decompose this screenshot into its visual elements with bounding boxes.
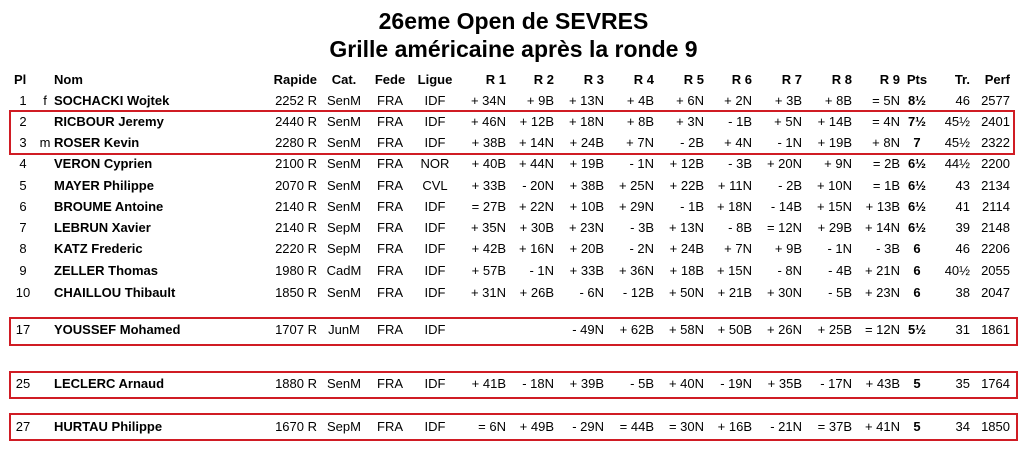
cell-r9: + 8N [872,135,900,150]
cell-r7: + 35B [767,376,802,391]
cell-r9: - 3B [876,241,900,256]
cell-r6: - 1B [728,114,752,129]
page-subtitle: Grille américaine après la ronde 9 [329,36,698,62]
cell-pl: 4 [19,156,27,171]
cell-r9: + 13B [865,199,900,214]
cell-nom: LEBRUN Xavier [54,220,151,235]
cell-rapide: 2280 R [275,135,317,150]
cell-r6: - 19N [720,376,752,391]
table-row [0,217,1027,238]
cell-r5: - 2B [680,135,704,150]
cell-r1: + 33B [471,178,506,193]
cell-perf: 2148 [981,220,1010,235]
cell-r8: + 15N [816,199,852,214]
cell-r3: + 10B [569,199,604,214]
cell-nom: KATZ Frederic [54,241,143,256]
cell-r1: + 31N [470,285,506,300]
cell-r7: + 30N [766,285,802,300]
cell-nom: CHAILLOU Thibault [54,285,176,300]
cell-r2: + 26B [519,285,554,300]
header-r1: R 1 [485,72,506,87]
cell-r9: = 1B [872,178,900,193]
cell-pts: 6 [913,263,921,278]
cell-r8: - 4B [828,263,852,278]
cell-ligue: IDF [424,220,446,235]
cell-r3: + 13N [568,93,604,108]
cell-ligue: IDF [424,135,446,150]
cell-r4: + 8B [626,114,654,129]
cell-ligue: IDF [424,199,446,214]
cell-fede: FRA [377,178,403,193]
cell-cat: SepM [327,419,361,434]
cell-r8: + 19B [817,135,852,150]
cell-rapide: 1707 R [275,322,317,337]
cell-r8: + 29B [817,220,852,235]
cell-r7: + 20N [766,156,802,171]
cell-r3: - 6N [579,285,604,300]
cell-r7: + 5N [774,114,802,129]
cell-cat: SenM [327,93,361,108]
header-ligue: Ligue [417,72,453,87]
cell-pts: 6 [913,285,921,300]
cell-r6: + 50B [717,322,752,337]
cell-pts: 5 [913,376,921,391]
cell-r1: + 35N [470,220,506,235]
cell-rapide: 1670 R [275,419,317,434]
table-row [0,282,1027,303]
cell-r7: + 9B [774,241,802,256]
cell-r1: = 6N [478,419,506,434]
cell-ligue: IDF [424,285,446,300]
cell-perf: 2322 [981,135,1010,150]
cell-pl: 17 [15,322,31,337]
cell-r2: + 16N [518,241,554,256]
cell-cat: JunM [328,322,360,337]
cell-tr: 45½ [944,135,970,150]
cell-r5: + 22B [669,178,704,193]
cell-r7: - 21N [770,419,802,434]
cell-fede: FRA [377,220,403,235]
cell-r1: + 38B [471,135,506,150]
cell-ligue: IDF [424,419,446,434]
cell-pts: 7½ [907,114,927,129]
cell-rapide: 1850 R [275,285,317,300]
cell-tr: 40½ [944,263,970,278]
cell-r7: - 2B [778,178,802,193]
cell-fede: FRA [377,285,403,300]
cell-r2: + 30B [519,220,554,235]
cell-sex: f [43,93,47,108]
cell-r5: = 30N [668,419,704,434]
cell-pl: 7 [19,220,27,235]
header-cat: Cat. [331,72,357,87]
cell-pl: 8 [19,241,27,256]
cell-rapide: 2220 R [275,241,317,256]
cell-r2: + 44N [518,156,554,171]
cell-rapide: 1880 R [275,376,317,391]
cell-ligue: IDF [424,376,446,391]
cell-fede: FRA [377,241,403,256]
cell-pts: 6 [913,241,921,256]
cell-tr: 34 [955,419,970,434]
cell-ligue: IDF [424,114,446,129]
cell-r9: = 5N [872,93,900,108]
cell-r4: + 36N [618,263,654,278]
cell-r4: + 7N [626,135,654,150]
highlight-box-hurtau [9,413,1018,441]
cell-pts: 8½ [907,93,927,108]
cell-rapide: 2070 R [275,178,317,193]
cell-fede: FRA [377,376,403,391]
cell-r4: - 3B [630,220,654,235]
table-header [0,69,1027,90]
highlight-box-top [9,110,1015,155]
cell-pts: 5 [913,419,921,434]
cell-nom: MAYER Philippe [54,178,154,193]
table-row [0,196,1027,217]
cell-ligue: IDF [424,93,446,108]
cell-r2: + 9B [526,93,554,108]
cell-r7: + 26N [766,322,802,337]
cell-perf: 2047 [981,285,1010,300]
cell-r5: - 1B [680,199,704,214]
cell-r8: + 9N [824,156,852,171]
cell-r4: = 44B [619,419,654,434]
cell-r6: - 8B [728,220,752,235]
cell-perf: 2055 [981,263,1010,278]
cell-fede: FRA [377,114,403,129]
cell-r8: + 10N [816,178,852,193]
cell-perf: 1764 [981,376,1010,391]
cell-pl: 1 [19,93,27,108]
cell-r4: - 5B [630,376,654,391]
cell-r6: + 7N [724,241,752,256]
cell-cat: SenM [327,285,361,300]
cell-pts: 7 [913,135,921,150]
header-perf: Perf [984,72,1010,87]
cell-perf: 2114 [982,199,1010,214]
cell-r8: = 37B [817,419,852,434]
cell-tr: 46 [955,93,970,108]
cell-ligue: IDF [424,241,446,256]
cell-r4: - 1N [629,156,654,171]
cell-r9: = 12N [864,322,900,337]
cell-pl: 9 [19,263,27,278]
cell-pts: 6½ [907,156,927,171]
cell-tr: 39 [955,220,970,235]
header-fede: Fede [374,72,406,87]
cell-r2: + 49B [519,419,554,434]
cell-perf: 2200 [981,156,1010,171]
cell-pl: 27 [15,419,31,434]
cell-r3: + 18N [568,114,604,129]
cell-pts: 6½ [907,199,927,214]
cell-tr: 41 [955,199,970,214]
cell-rapide: 1980 R [275,263,317,278]
cell-rapide: 2140 R [275,199,317,214]
cell-fede: FRA [377,156,403,171]
cell-pts: 6½ [907,178,927,193]
cell-tr: 45½ [944,114,970,129]
cell-r3: - 49N [572,322,604,337]
cell-r3: + 24B [569,135,604,150]
header-pl: Pl [14,72,27,87]
table-row [0,238,1027,259]
cell-r6: + 4N [724,135,752,150]
cell-pl: 5 [19,178,27,193]
cell-fede: FRA [377,93,403,108]
header-r9: R 9 [879,72,900,87]
highlight-box-leclerc [9,371,1018,399]
header-r6: R 6 [731,72,752,87]
cell-nom: ROSER Kevin [54,135,140,150]
cell-tr: 44½ [944,156,970,171]
cell-cat: SenM [327,114,361,129]
header-pts: Pts [906,72,928,87]
cell-r9: + 43B [865,376,900,391]
cell-tr: 31 [955,322,970,337]
cell-r5: + 50N [668,285,704,300]
header-r3: R 3 [583,72,604,87]
cell-perf: 2577 [981,93,1010,108]
cell-r4: - 12B [622,285,654,300]
cell-fede: FRA [377,263,403,278]
cell-nom: BROUME Antoine [54,199,164,214]
cell-r5: + 13N [668,220,704,235]
table-row [0,175,1027,196]
header-r7: R 7 [781,72,802,87]
cell-r5: + 12B [669,156,704,171]
cell-cat: SenM [327,178,361,193]
cell-r7: - 1N [777,135,802,150]
highlight-box-youssef [9,317,1018,346]
cell-r8: - 17N [820,376,852,391]
table-row [0,260,1027,281]
cell-r9: + 41N [864,419,900,434]
cell-r3: + 38B [569,178,604,193]
cell-pl: 2 [19,114,27,129]
cell-r9: = 4N [872,114,900,129]
cell-r1: = 27B [471,199,506,214]
cell-r1: + 41B [471,376,506,391]
cell-r2: + 12B [519,114,554,129]
cell-r3: - 29N [572,419,604,434]
header-r4: R 4 [633,72,654,87]
page-title: 26eme Open de SEVRES [378,8,649,34]
cell-tr: 38 [955,285,970,300]
cell-nom: ZELLER Thomas [54,263,159,278]
cell-nom: LECLERC Arnaud [54,376,165,391]
cell-r7: - 14B [770,199,802,214]
header-nom: Nom [54,72,83,87]
cell-perf: 2401 [981,114,1010,129]
cell-fede: FRA [377,419,403,434]
table-row [0,153,1027,174]
header-r8: R 8 [831,72,852,87]
cell-pl: 3 [19,135,27,150]
cell-cat: CadM [326,263,362,278]
cell-r2: + 22N [518,199,554,214]
header-r5: R 5 [683,72,704,87]
cell-r9: + 21N [864,263,900,278]
cell-r5: + 58N [668,322,704,337]
cell-r5: + 3N [676,114,704,129]
cell-ligue: NOR [420,156,450,171]
cell-fede: FRA [377,322,403,337]
cell-r2: - 1N [529,263,554,278]
cell-r6: + 15N [716,263,752,278]
cell-perf: 1861 [981,322,1010,337]
cell-r6: + 18N [716,199,752,214]
cell-r6: + 16B [717,419,752,434]
cell-perf: 2134 [981,178,1010,193]
cell-r2: + 14N [518,135,554,150]
cell-r8: - 1N [827,241,852,256]
cell-ligue: IDF [424,263,446,278]
cell-r5: + 6N [676,93,704,108]
cell-r8: + 8B [824,93,852,108]
cell-nom: HURTAU Philippe [54,419,163,434]
cell-fede: FRA [377,135,403,150]
cell-cat: SepM [327,241,361,256]
cell-ligue: CVL [422,178,448,193]
cell-r2: - 18N [522,376,554,391]
table-row [0,90,1027,111]
cell-r8: + 14B [817,114,852,129]
cell-r4: + 25N [618,178,654,193]
cell-nom: YOUSSEF Mohamed [54,322,181,337]
cell-r8: + 25B [817,322,852,337]
cell-r5: + 18B [669,263,704,278]
cell-rapide: 2100 R [275,156,317,171]
cell-r1: + 40B [471,156,506,171]
cell-r6: + 21B [717,285,752,300]
cell-ligue: IDF [424,322,446,337]
cell-nom: RICBOUR Jeremy [54,114,164,129]
cell-r9: + 23N [864,285,900,300]
cell-pl: 10 [15,285,31,300]
cell-rapide: 2140 R [275,220,317,235]
cell-r8: - 5B [828,285,852,300]
cell-r7: = 12N [766,220,802,235]
cell-r6: - 3B [728,156,752,171]
header-rapide: Rapide [273,72,317,87]
cell-r4: - 2N [629,241,654,256]
cell-pts: 6½ [907,220,927,235]
cell-perf: 1850 [981,419,1010,434]
cell-r3: + 23N [568,220,604,235]
cell-cat: SenM [327,376,361,391]
cell-pl: 6 [19,199,27,214]
cell-rapide: 2440 R [275,114,317,129]
cell-cat: SenM [327,135,361,150]
cell-r9: + 14N [864,220,900,235]
cell-nom: SOCHACKI Wojtek [54,93,170,108]
cell-r6: + 11N [717,178,752,193]
cell-r3: + 20B [569,241,604,256]
cell-tr: 35 [955,376,970,391]
cell-tr: 43 [955,178,970,193]
cell-nom: VERON Cyprien [54,156,153,171]
cell-r6: + 2N [724,93,752,108]
cell-r9: = 2B [872,156,900,171]
cell-pl: 25 [15,376,31,391]
cell-cat: SenM [327,199,361,214]
cell-rapide: 2252 R [275,93,317,108]
cell-r7: - 8N [777,263,802,278]
cell-r5: + 24B [669,241,704,256]
cell-r4: + 62B [619,322,654,337]
cell-r1: + 46N [470,114,506,129]
cell-r1: + 57B [471,263,506,278]
cell-r2: - 20N [522,178,554,193]
cell-cat: SenM [327,156,361,171]
cell-r3: + 33B [569,263,604,278]
cell-r1: + 42B [471,241,506,256]
cell-r4: + 4B [626,93,654,108]
cell-fede: FRA [377,199,403,214]
header-tr: Tr. [954,72,970,87]
cell-r5: + 40N [668,376,704,391]
cell-sex: m [39,135,51,150]
cell-r3: + 19B [569,156,604,171]
cell-cat: SepM [327,220,361,235]
cell-r1: + 34N [470,93,506,108]
cell-r3: + 39B [569,376,604,391]
cell-r4: + 29N [618,199,654,214]
header-r2: R 2 [533,72,554,87]
cell-pts: 5½ [907,322,927,337]
cell-tr: 46 [955,241,970,256]
cell-r7: + 3B [774,93,802,108]
cell-perf: 2206 [981,241,1010,256]
